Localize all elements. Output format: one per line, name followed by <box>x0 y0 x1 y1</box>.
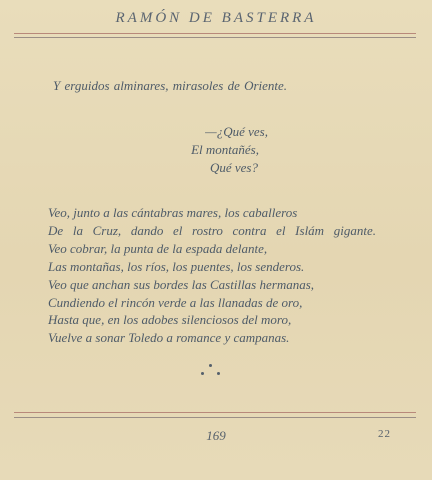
poem-line: Veo cobrar, la punta de la espada delante, <box>48 240 268 256</box>
footer-rule-bottom <box>14 417 416 418</box>
poem-line: Veo, junto a las cántabras mares, los caballeros <box>48 205 298 220</box>
dialogue-line: —¿Qué ves, <box>205 124 268 139</box>
dialogue-line: El montañés, <box>191 142 259 157</box>
poem-line: De la Cruz, dando el rostro contra el Islám gigante. <box>48 222 376 238</box>
poem-line: Hasta que, en los adobes silenciosos del moro, <box>48 312 292 328</box>
header-rule-top <box>14 33 416 34</box>
poem-line: Cundiendo el rincón verde a las llanadas de oro, <box>48 294 303 310</box>
page-number: 169 <box>206 428 226 443</box>
intro-line: Y erguidos alminares, mirasoles de Oriente. <box>53 78 288 93</box>
dialogue-line: Qué ves? <box>209 160 258 175</box>
running-head: RAMÓN DE BASTERRA <box>115 10 317 26</box>
header-rule-bottom <box>14 37 416 38</box>
signature-mark: 22 <box>378 428 391 440</box>
dialogue-block <box>160 123 268 177</box>
asterism-ornament-icon <box>196 364 226 380</box>
poem-stanza <box>48 204 376 347</box>
poem-line: Las montañas, los ríos, los puentes, los senderos. <box>48 258 305 274</box>
poem-line: Vuelve a sonar Toledo a romance y campanas. <box>48 330 290 346</box>
footer-rule-top <box>14 412 416 413</box>
poem-line: Veo que anchan sus bordes las Castillas hermanas, <box>48 276 315 292</box>
